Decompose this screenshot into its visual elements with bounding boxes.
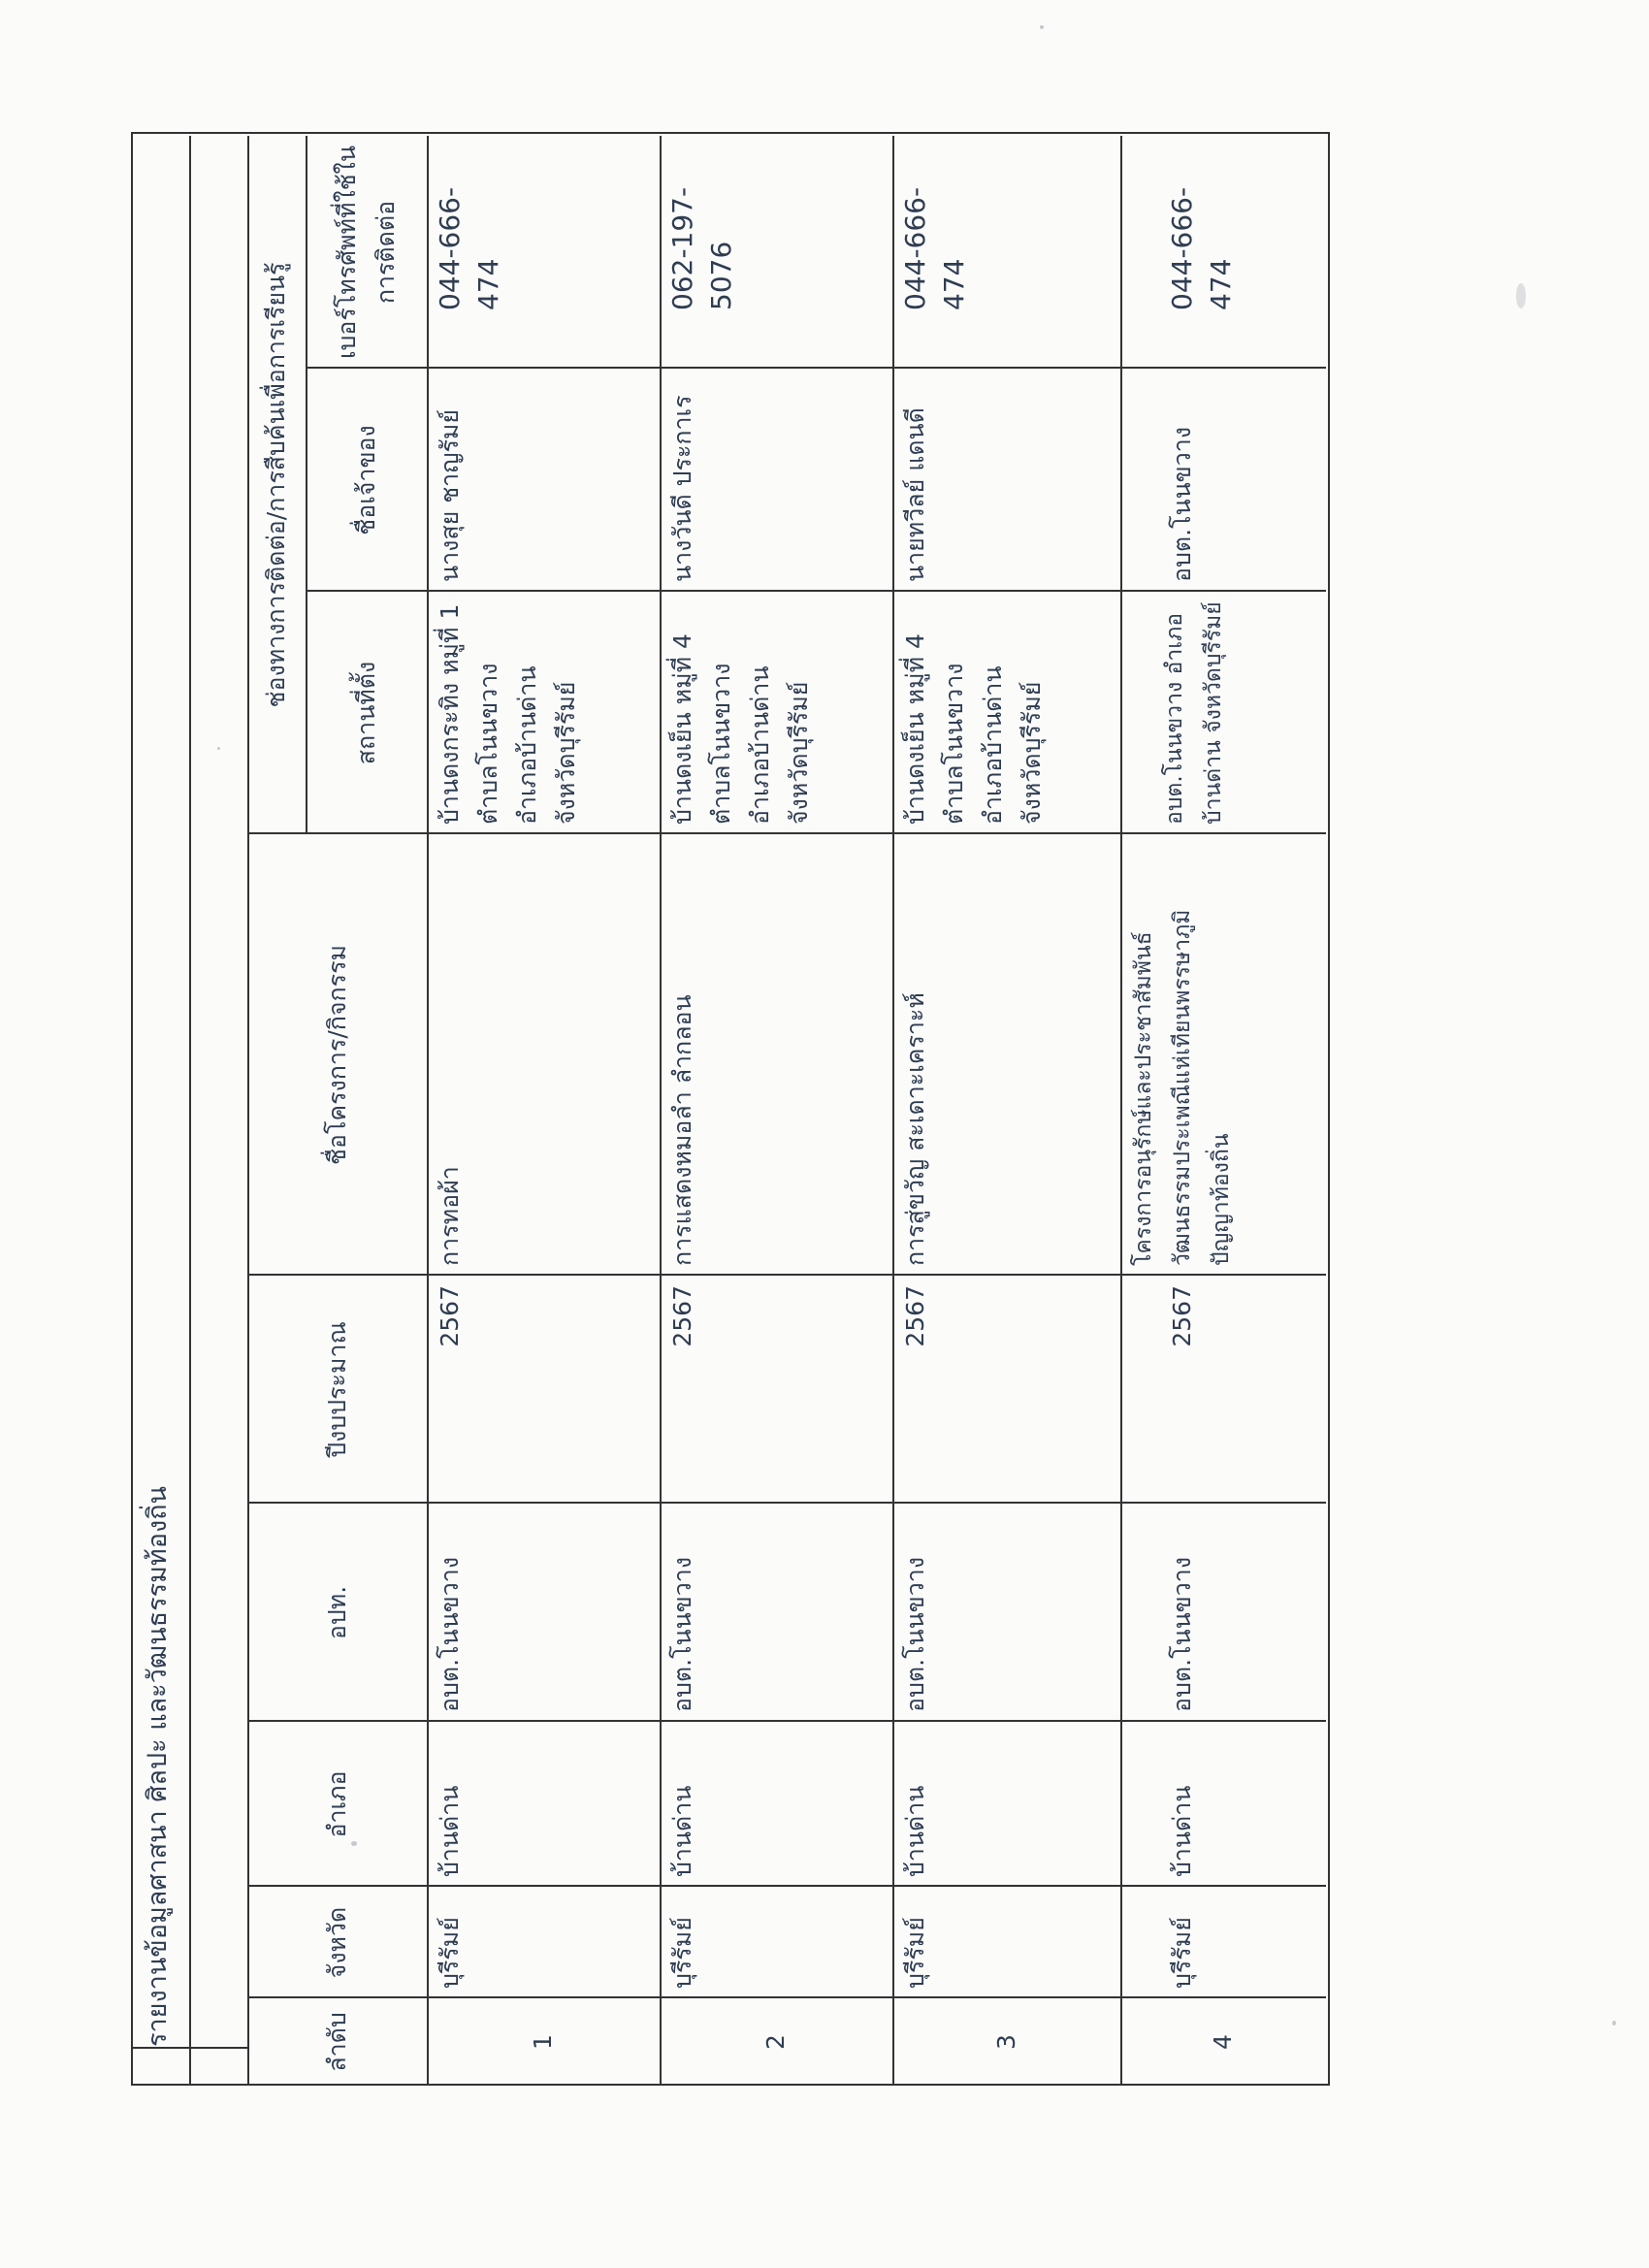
row-2-project: การแสดงหมอลำ ลำกลอน <box>668 994 696 1266</box>
row-4-location <box>1120 592 1326 834</box>
row-1-district: บ้านด่าน <box>436 1785 464 1877</box>
row-2-location-line: จังหวัดบุรีรัมย์ <box>785 681 813 825</box>
row-1-location-line: จังหวัดบุรีรัมย์ <box>552 681 580 825</box>
row-1-project: การทอผ้า <box>436 1166 464 1266</box>
scan-speck <box>1612 2021 1616 2025</box>
row-3-owner: นายทวีลย์ แดนดี <box>901 407 929 582</box>
row-3-location-line: จังหวัดบุรีรัมย์ <box>1018 681 1046 825</box>
row-3-lao: อบต.โนนขวาง <box>901 1556 929 1712</box>
row-2-district: บ้านด่าน <box>668 1785 696 1877</box>
row-4-location-line: บ้านด่าน จังหวัดบุรีรัมย์ <box>1201 601 1226 825</box>
row-2-location-line: อำเภอบ้านด่าน <box>746 665 774 825</box>
row-4-project-line: โครงการอนุรักษ์และประชาสัมพันธ์ <box>1131 931 1156 1266</box>
row-4-location-line: อบต.โนนขวาง อำเภอ <box>1162 612 1187 825</box>
scan-speck <box>1516 283 1526 308</box>
header-province: จังหวัด <box>322 1906 351 1979</box>
title-margin-line <box>131 2047 247 2049</box>
row-4-no: 4 <box>1209 2034 1237 2050</box>
row-4-district: บ้านด่าน <box>1168 1785 1196 1877</box>
header-project: ชื่อโครงการ/กิจกรรม <box>322 944 351 1166</box>
row-4-project-line: วัฒนธรรมประเพณีแห่เทียนพรรษาภูมิ <box>1170 909 1195 1266</box>
row-2-phone: 062-197-5076 <box>666 186 737 310</box>
row-4-budget-year: 2567 <box>1168 1285 1196 1347</box>
row-2-no: 2 <box>761 2034 790 2050</box>
row-3-location <box>892 592 1120 834</box>
row-4-province: บุรีรัมย์ <box>1168 1917 1196 1989</box>
row-4-owner: อบต.โนนขวาง <box>1168 426 1196 582</box>
row-1-location <box>427 592 660 834</box>
title-rule <box>189 136 191 2086</box>
row-2-owner: นางวันดี ประกาเร <box>668 395 696 582</box>
row-1-lao: อบต.โนนขวาง <box>436 1556 464 1712</box>
row-3-location-line: บ้านดงเย็น หมู่ที่ 4 <box>901 633 929 825</box>
row-1-owner: นางสุย ชาญรัมย์ <box>436 408 464 582</box>
row-3-location-line: ตำบลโนนขวาง <box>940 663 968 825</box>
row-4-phone: 044-666-474 <box>1166 186 1237 310</box>
row-2-budget-year: 2567 <box>668 1285 696 1347</box>
header-district: อำเภอ <box>322 1770 351 1838</box>
report-title: รายงานข้อมูลศาสนา ศิลปะ และวัฒนธรรมท้องถิ่น <box>143 1486 173 2047</box>
row-3-no: 3 <box>991 2034 1020 2050</box>
row-3-province: บุรีรัมย์ <box>901 1917 929 1989</box>
row-2-location-line: ตำบลโนนขวาง <box>707 663 735 825</box>
row-4-project-line: ปัญญาท้องถิ่น <box>1209 1133 1234 1266</box>
header-location: สถานที่ตั้ง <box>351 661 380 765</box>
row-2-province: บุรีรัมย์ <box>668 1917 696 1989</box>
row-2-location-line: บ้านดงเย็น หมู่ที่ 4 <box>668 633 696 825</box>
row-1-location-line: ตำบลโนนขวาง <box>474 663 502 825</box>
row-2-location <box>660 592 892 834</box>
rotated-report-table <box>131 136 1353 2086</box>
header-contact-group: ช่องทางการติดต่อ/การสืบค้นเพื่อการเรียนรู้ <box>262 262 290 708</box>
header-budget-year: ปีงบประมาณ <box>322 1321 351 1458</box>
header-lao: อปท. <box>322 1585 351 1640</box>
row-1-location-line: อำเภอบ้านด่าน <box>513 665 541 825</box>
row-1-location-line: บ้านดงกระทิง หมู่ที่ 1 <box>436 603 464 825</box>
scan-speck <box>1040 25 1044 29</box>
header-no: ลำดับ <box>322 2012 351 2072</box>
row-3-project: การสู่ขวัญ สะเดาะเคราะห์ <box>901 992 929 1266</box>
row-4-project <box>1120 834 1326 1276</box>
row-1-phone: 044-666-474 <box>434 186 504 310</box>
row-3-phone: 044-666-474 <box>899 186 970 310</box>
row-3-district: บ้านด่าน <box>901 1785 929 1877</box>
row-4-lao: อบต.โนนขวาง <box>1168 1556 1196 1712</box>
row-3-location-line: อำเภอบ้านด่าน <box>979 665 1007 825</box>
header-owner: ชื่อเจ้าของ <box>351 425 380 535</box>
row-1-budget-year: 2567 <box>436 1285 464 1347</box>
header-phone: เบอร์โทรศัพท์ที่ใช้ในการติดต่อ <box>332 146 400 359</box>
row-1-province: บุรีรัมย์ <box>436 1917 464 1989</box>
row-2-lao: อบต.โนนขวาง <box>668 1556 696 1712</box>
row-3-budget-year: 2567 <box>901 1285 929 1347</box>
row-1-no: 1 <box>529 2034 557 2050</box>
